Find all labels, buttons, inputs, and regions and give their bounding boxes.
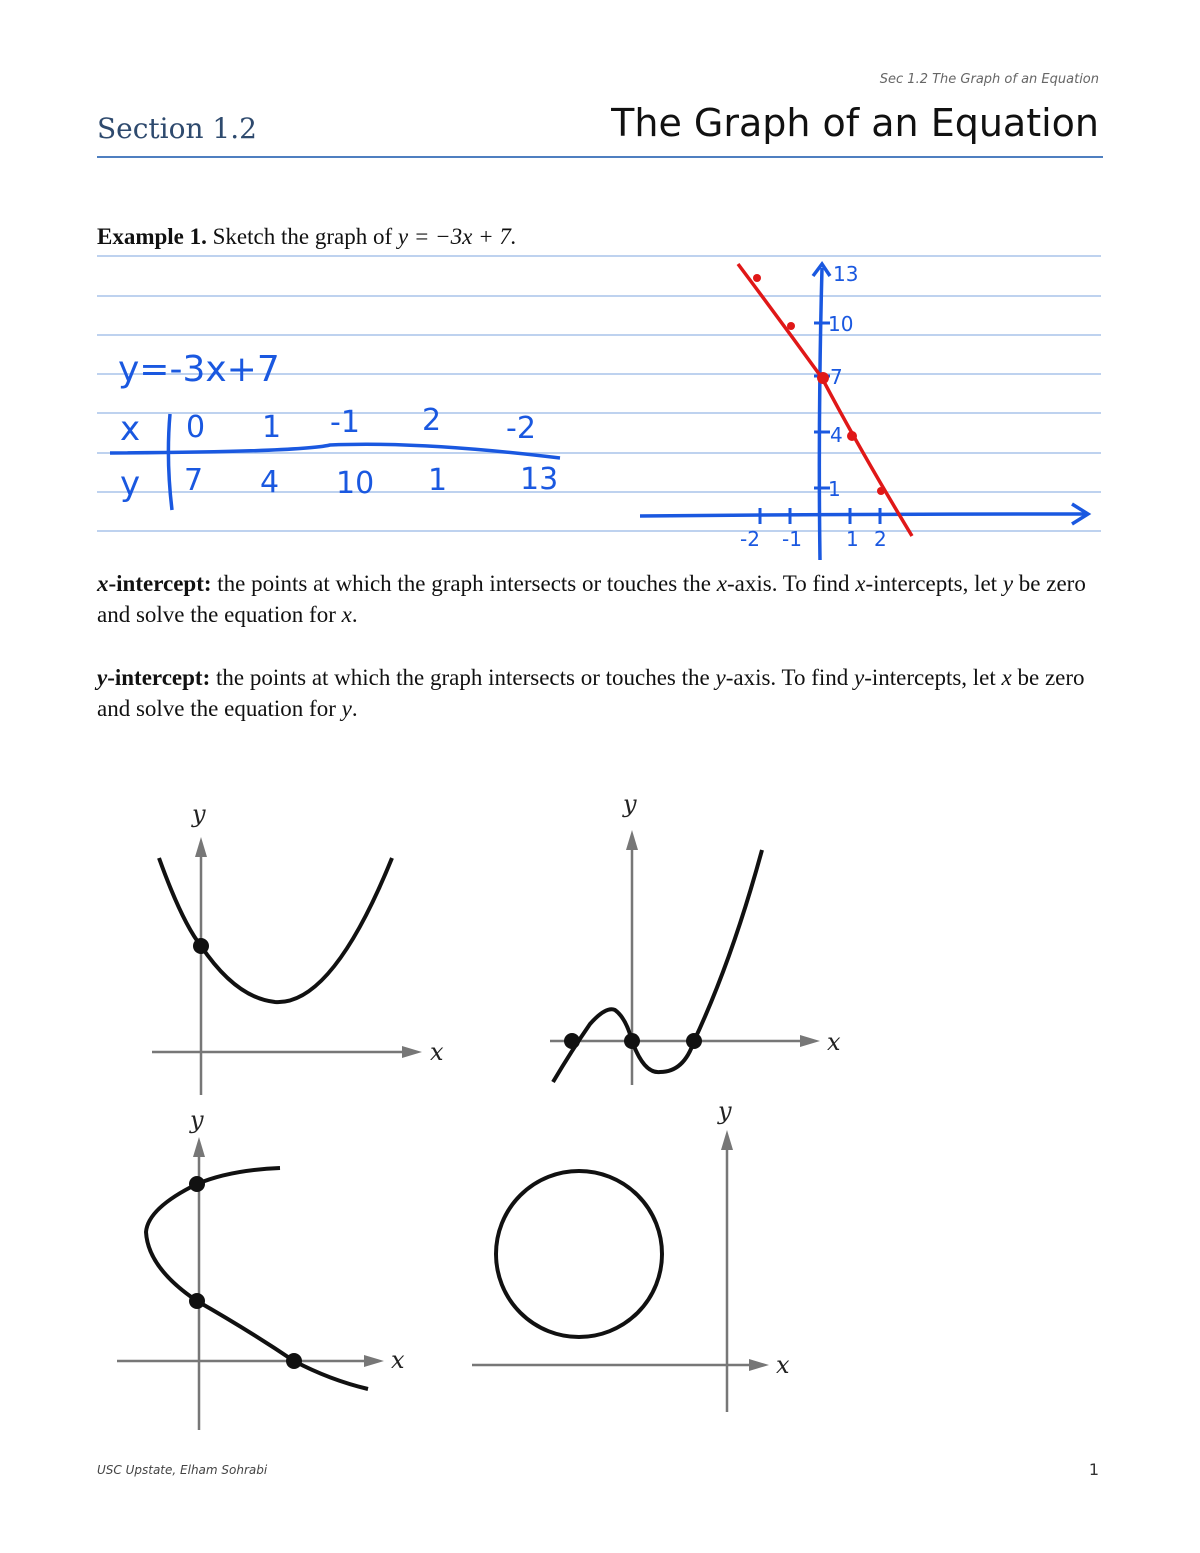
hw-point <box>753 274 761 282</box>
hw-point-y-intercept <box>817 372 829 384</box>
hw-x-label: x <box>120 409 141 449</box>
hw-x-values <box>186 403 536 446</box>
graph4-y-label: y <box>718 1097 732 1125</box>
def-text: the points at which the graph intersects or touches the <box>210 665 716 690</box>
graph4-x-label: x <box>776 1351 790 1379</box>
hw-y-tick-label: 10 <box>828 312 854 336</box>
graph3-sideways-parabola <box>146 1168 368 1389</box>
hw-y-value: 7 <box>184 463 204 498</box>
example-graph-axes <box>117 838 810 1430</box>
hw-x-value: 1 <box>262 410 282 445</box>
hw-y-label: y <box>120 464 141 504</box>
hw-y-tick-label: 7 <box>830 365 843 389</box>
example-graph-curves <box>146 850 762 1389</box>
def-var: y <box>1002 571 1014 596</box>
hw-table-divider-vertical <box>168 414 172 510</box>
hw-y-tick-label: 13 <box>833 262 859 286</box>
def-text: . <box>351 696 358 721</box>
def-var: y <box>854 665 865 690</box>
graph3-x-intercept <box>286 1353 302 1369</box>
hw-x-tick-label: 2 <box>874 527 887 551</box>
footer-author: USC Upstate, Elham Sohrabi <box>97 1463 268 1477</box>
example-label: Example 1. <box>97 224 207 249</box>
def-text: . <box>351 602 358 627</box>
def-text: be zero and solve the equation for <box>97 571 1086 627</box>
graph3-y-label: y <box>190 1106 204 1134</box>
def-var: y <box>715 665 726 690</box>
term-var: y <box>97 665 108 690</box>
graph2-x-intercept <box>686 1033 702 1049</box>
graph2-x-intercept <box>564 1033 580 1049</box>
hw-y-value: 10 <box>336 466 375 501</box>
hw-y-tick-labels <box>828 262 858 501</box>
hw-point <box>787 322 795 330</box>
hw-x-value: 0 <box>186 410 206 445</box>
hw-table-divider-horizontal <box>110 444 560 458</box>
graph3-y-intercept <box>189 1293 205 1309</box>
hw-equation: y=-3x+7 <box>118 349 280 390</box>
page-title: The Graph of an Equation <box>611 101 1099 145</box>
hw-x-tick-label: 1 <box>846 527 859 551</box>
hw-x-value: 2 <box>422 403 442 438</box>
hw-x-value: -1 <box>330 405 360 440</box>
example-graph-intercepts <box>189 938 702 1369</box>
y-intercept-definition <box>97 662 1107 724</box>
notebook-lines <box>97 256 1101 531</box>
graph3-y-intercept <box>189 1176 205 1192</box>
graph1-parabola <box>159 858 392 1002</box>
page-number: 1 <box>1088 1460 1099 1479</box>
hw-x-axis <box>640 514 1085 516</box>
hw-point <box>847 431 857 441</box>
def-var: x <box>341 602 352 627</box>
graph2-cubic <box>553 850 762 1082</box>
graph2-y-label: y <box>623 790 637 818</box>
hw-y-values <box>184 462 558 501</box>
graph1-y-label: y <box>192 800 206 828</box>
def-var: x <box>716 571 727 596</box>
graph4-circle <box>496 1171 662 1337</box>
graph3-x-label: x <box>391 1346 405 1374</box>
def-text: -intercepts, let <box>864 665 1002 690</box>
def-var: y <box>341 696 352 721</box>
hw-y-value: 4 <box>260 465 280 500</box>
graph1-y-intercept <box>193 938 209 954</box>
def-text: -intercepts, let <box>865 571 1003 596</box>
term-var: x <box>97 571 109 596</box>
hw-y-value: 13 <box>520 462 559 497</box>
def-text: -axis. To find <box>725 665 854 690</box>
graph1-x-label: x <box>430 1038 444 1066</box>
def-var: x <box>855 571 866 596</box>
def-text: the points at which the graph intersects or touches the <box>211 571 717 596</box>
hw-y-tick-label: 1 <box>828 477 841 501</box>
def-text: -axis. To find <box>726 571 856 596</box>
term-label: -intercept: <box>108 571 212 596</box>
x-intercept-definition <box>97 568 1107 630</box>
def-var: x <box>1001 665 1012 690</box>
hw-x-tick-label: -1 <box>782 527 802 551</box>
hw-y-value: 1 <box>428 463 448 498</box>
graph2-x-label: x <box>827 1028 841 1056</box>
hw-x-value: -2 <box>506 411 536 446</box>
hw-point <box>877 487 885 495</box>
hw-y-tick-label: 4 <box>830 423 843 447</box>
graph2-x-intercept <box>624 1033 640 1049</box>
hw-x-tick-label: -2 <box>740 527 760 551</box>
def-text: be zero and solve the equation for <box>97 665 1085 721</box>
example-text: Sketch the graph of <box>212 224 393 249</box>
section-label: Section 1.2 <box>97 112 257 145</box>
hw-graph-line <box>738 264 912 536</box>
term-label: -intercept: <box>107 665 211 690</box>
running-header: Sec 1.2 The Graph of an Equation <box>879 72 1099 87</box>
example-equation: y = −3x + 7. <box>397 224 517 249</box>
